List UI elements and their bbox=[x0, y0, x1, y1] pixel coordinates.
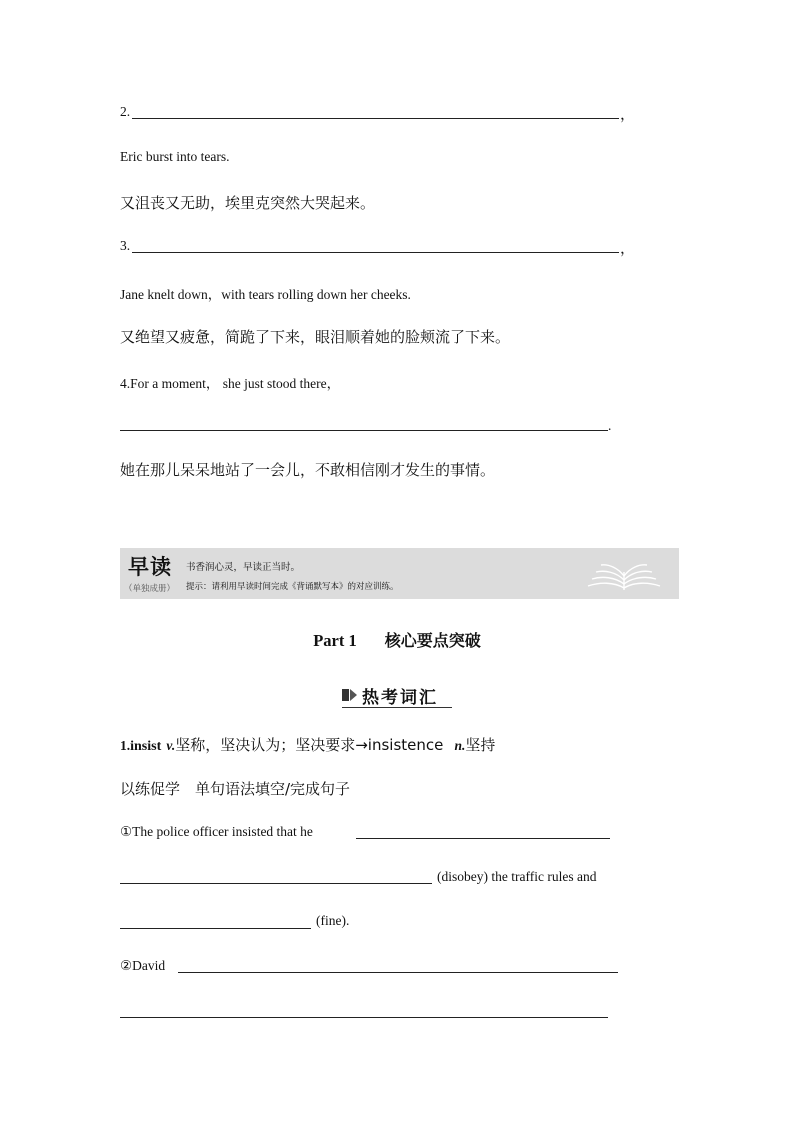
q4-chinese: 她在那儿呆呆地站了一会儿，不敢相信刚才发生的事情。 bbox=[120, 461, 496, 479]
practice-s2-blank-1[interactable] bbox=[178, 972, 618, 973]
section-marker-icon bbox=[342, 687, 358, 703]
q4-prompt: 4.For a moment， she just stood there， bbox=[120, 376, 341, 391]
vocab-meaning: 坚称，坚决认为；坚决要求→insistence bbox=[175, 736, 444, 754]
vocab-number: 1. bbox=[120, 738, 131, 753]
practice-s1-blank-2[interactable] bbox=[120, 883, 432, 884]
part-title: 核心要点突破 bbox=[384, 631, 481, 650]
q3-chinese: 又绝望又疲惫，简跪了下来，眼泪顺着她的脸颊流了下来。 bbox=[120, 328, 511, 346]
q4-answer-blank[interactable] bbox=[120, 430, 608, 431]
q2-chinese: 又沮丧又无助，埃里克突然大哭起来。 bbox=[120, 194, 376, 212]
practice-s1-blank-1[interactable] bbox=[356, 838, 610, 839]
vocab-word: insist bbox=[130, 739, 162, 754]
open-book-icon bbox=[584, 558, 664, 594]
section-label: 热考词汇 bbox=[362, 687, 438, 708]
q3-answer-blank[interactable] bbox=[132, 252, 619, 253]
banner-subtitle: （单独成册） bbox=[124, 584, 176, 594]
q3-number: 3. bbox=[120, 238, 131, 253]
practice-s2-start: ②David bbox=[120, 958, 166, 973]
practice-s1-blank-3[interactable] bbox=[120, 928, 311, 929]
practice-s1-end: (fine). bbox=[316, 913, 350, 928]
q4-period: . bbox=[608, 418, 612, 433]
part-label: Part 1 bbox=[313, 631, 357, 650]
part-heading bbox=[0, 628, 794, 651]
vocab-pos: v. bbox=[166, 738, 176, 753]
banner-slogan: 书香润心灵，早读正当时。 bbox=[186, 562, 301, 573]
practice-s1-start: ①The police officer insisted that he bbox=[120, 824, 313, 839]
practice-s1-mid: (disobey) the traffic rules and bbox=[437, 869, 597, 884]
banner-tip: 提示：请利用早读时间完成《背诵默写本》的对应训练。 bbox=[186, 582, 399, 592]
practice-heading: 以练促学 单句语法填空/完成句子 bbox=[120, 780, 351, 798]
q2-answer-blank[interactable] bbox=[132, 118, 619, 119]
banner-title: 早读 bbox=[128, 554, 172, 579]
practice-s2-blank-2[interactable] bbox=[120, 1017, 608, 1018]
section-heading bbox=[342, 683, 438, 707]
q3-comma: ， bbox=[620, 241, 636, 257]
q2-number: 2. bbox=[120, 104, 131, 119]
vocab-meaning2: 坚持 bbox=[465, 736, 496, 754]
q2-english: Eric burst into tears. bbox=[120, 149, 230, 164]
vocab-entry bbox=[120, 734, 495, 755]
section-underline bbox=[342, 707, 452, 708]
q3-english: Jane knelt down，with tears rolling down her cheeks. bbox=[120, 287, 411, 302]
vocab-pos2: n. bbox=[454, 738, 466, 753]
q2-comma: ， bbox=[620, 107, 636, 123]
